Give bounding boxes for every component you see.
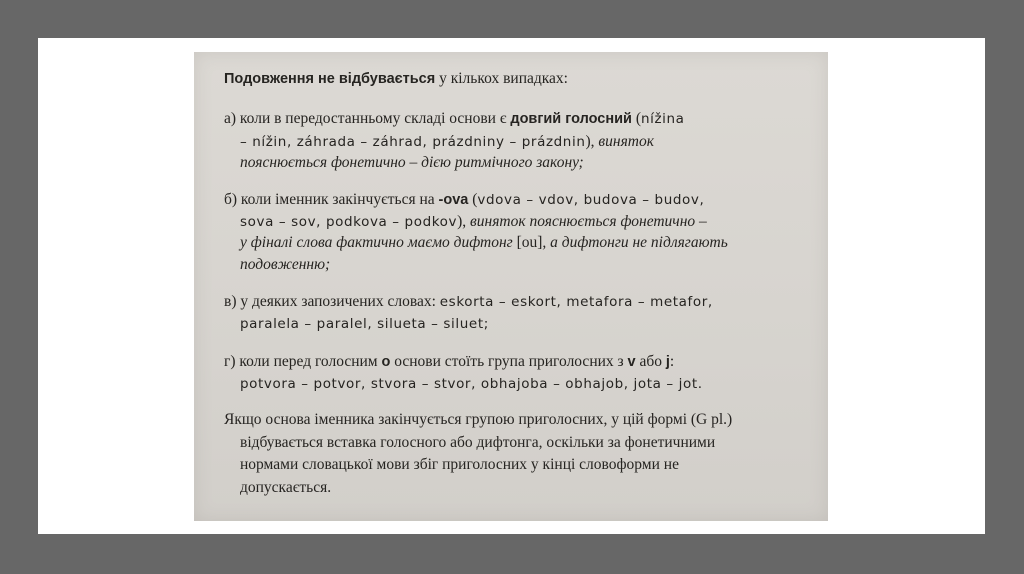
item-v-line-2: paralela – paralel, silueta – siluet; — [240, 316, 489, 332]
item-a-line-1: а) коли в передостанньому складі основи є довгий голосний (nížina — [224, 110, 685, 127]
item-a-line-3: пояснюється фонетично – дією ритмічного закону; — [240, 154, 584, 171]
item-b-line-1: б) коли іменник закінчується на -ova (vdova – vdov, budova – budov, — [224, 191, 705, 208]
heading-bold: Подовження не відбувається — [224, 71, 436, 87]
final-paragraph-line-1: Якщо основа іменника закінчується групою приголосних, у цій формі (G pl.) — [224, 411, 733, 428]
item-g-line-2: potvora – potvor, stvora – stvor, obhajoba – obhajob, jota – jot. — [240, 376, 703, 392]
item-v-line-1: в) у деяких запозичених словах: eskorta – eskort, metafora – metafor, — [224, 293, 713, 310]
book-page-photo — [194, 52, 828, 521]
item-b-line-2: sova – sov, podkova – podkov), виняток пояснюється фонетично – — [240, 213, 707, 230]
final-paragraph-line-4: допускається. — [240, 479, 332, 496]
section-heading — [224, 69, 568, 90]
final-paragraph-line-3: нормами словацької мови збіг приголосних у кінці словоформи не — [240, 456, 679, 473]
heading-rest: у кількох випадках: — [435, 70, 568, 87]
item-a-line-2: – nížin, záhrada – záhrad, prázdniny – prázdnin), виняток — [240, 133, 654, 150]
item-b-line-3: у фіналі слова фактично маємо дифтонг [ou], а дифтонги не підлягають — [240, 234, 728, 251]
item-g-line-1: г) коли перед голосним о основи стоїть група приголосних з v або j: — [224, 353, 675, 370]
final-paragraph-line-2: відбувається вставка голосного або дифтонга, оскільки за фонетичними — [240, 434, 716, 451]
item-b-line-4: подовженню; — [240, 256, 331, 273]
